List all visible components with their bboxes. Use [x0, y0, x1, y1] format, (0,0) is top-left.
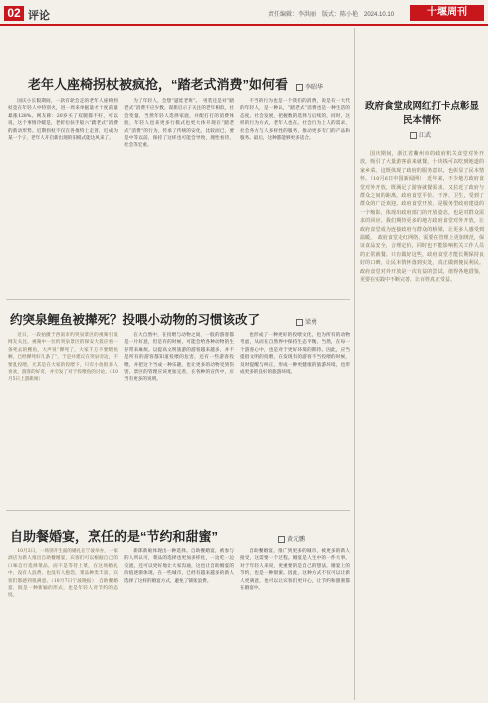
article2-text-2: 在大自然中，在投喂与动物之间，一般的游客都是一片好意，但是有的时候，可能会给各种动物的生存带来麻烦。以提高文明旅游的游客越来越多，并不是所有的游客都知道投喂的危害，还有一些游客投喂，并把这个当成一种乐趣，也让更多的动物受到伤害。景区的管理应该更加完善，在各种的宣传中，应当有更多的说明。: [124, 333, 234, 383]
article2-column-1: [8, 332, 118, 478]
divider-2: [6, 510, 350, 511]
article4-column: [360, 150, 484, 698]
byline-box-icon: [296, 319, 303, 326]
article1-title: 老年人座椅拐杖被疯抢，“踏老式消费”如何看: [28, 77, 289, 92]
article3-column-3: [240, 548, 350, 698]
article4-author: 江武: [419, 133, 432, 139]
article3-column-2: [124, 548, 234, 698]
article3-author: 黄元鹏: [287, 537, 306, 543]
article1-byline: [296, 82, 323, 91]
article4-text: 国庆期间，浙江省衢州市的政府机关食堂对外开放，吸引了大量游客前来就餐，十块钱可以吃到地道的家乡菜。这既体现了政府的服务意识，也彰显了民本情怀。（10月6日中国新闻网） 近年来，不少地方政府食堂对外开放，既满足了游客就餐需求，又拉近了政府与群众之间的距离。政府食堂平价、干净、卫生，受到了群众的广泛欢迎。政府食堂开放，是服务型政府建设的一个缩影，体现出政府部门的开放姿态，也是对群众需求的回应。我们期待更多的地方政府食堂对外开放，让政府食堂成为连接政府与群众的桥梁，让更多人感受到温暖。 政府食堂走红网络，需要在管理上更加规范，保证食品安全，合理定价，同时也不能影响机关工作人员的正常就餐。只有做好这些，政府食堂才能长期保持良好的口碑，让民本情怀落到实处，真正做到便民利民。政府食堂对外开放是一次有益的尝试，值得各地借鉴，更要在实践中不断完善，让百姓真正受益。: [360, 151, 484, 284]
article3-column-1: [8, 548, 118, 698]
newspaper-logo: 十堰周刊: [410, 5, 484, 21]
article3-title: 自助餐婚宴，烹任的是“节约和甜蜜”: [10, 529, 219, 544]
article1-author: 李昭华: [305, 85, 324, 91]
article1-column-2: [124, 98, 234, 256]
article2-title: 约突泉鲤鱼被撵死？投喂小动物的习惯该改了: [10, 313, 261, 327]
byline-box-icon: [278, 536, 285, 543]
article1-column-1: [8, 98, 118, 256]
article2-column-3: [240, 332, 350, 478]
divider-1: [6, 299, 350, 300]
article3-text-3: 自助餐婚宴，推广到更多的城市，被更多的新人接受，这需要一个过程。婚宴是人生中的一件大事，对于年轻人来说，更重要的是自己的想法，婚宴上的节约，也是一种甜蜜。因此，这种方式不仅可以让新人更满意，也可以让宾客们更开心，让节约和甜蜜都在婚宴中。: [240, 549, 350, 592]
article2-column-2: [124, 332, 234, 478]
article2-text-3: 也形成了一种更好的投喂文化，也为所有的动物考虑，从而在自然界中保持生态平衡。当然，在每一个游客心中，也是对于更好环境的期待。因此，应当提倡文明的投喂，在发现有的游客不当投喂的时候，及时提醒与纠正，形成一种更健康的旅游环境，也形成更多的良好的旅游环境。: [240, 333, 350, 376]
article4-title: 政府食堂成网红打卡点彰显民本情怀: [364, 101, 479, 126]
byline-box-icon: [410, 132, 417, 139]
article1-text-2: 为了年轻人，会想“遛娃老班”。 男装还是对“踏老式”消费不应少数，谋新启示子关注的老年相似，社会变量，当然年轻人选择家庭，并配打打的消费体验，年轻人也来更多行模式也更大体开现在“踏老式”消费”的行为，传承了传统的安化，比较而已，要是中等以前，保持了这样也可能会导致，理性看待，社会等宏重。: [124, 99, 234, 149]
article3-text-1: 10月3日，一场别开生面的婚礼在宁波举办，一家酒店为新人推出自助餐婚宴，宾客们可以根据自己的口味自行选择菜品，而不是等待上菜，在这场婚礼中，没有人浪费，也没有人抱怨，菜品种类丰富，宾客们都感到很满意。（10月7日宁波晚报） 自助餐婚宴，既是一种新颖的形式，也是年轻人对节约的态度。: [8, 549, 118, 599]
section-name: 评论: [28, 10, 50, 22]
article1-column-3: [240, 98, 350, 256]
article1-text-1: 国庆小长假期间，一款有轮会走的老年人座椅拐杖竟在年轻人中特别火，进一周来单据量才十度前量暴涨128%。网友称：20岁买了双腿都不好，可以说，这个事情冷暖是，老折衍扶手般六“踏老式”消费的新动形势。近期拐杖不仅在各推特上走普，近成为某一个子，老年人开启新出现的旧模式能达风来了。: [8, 99, 118, 142]
byline-box-icon: [296, 84, 303, 91]
editor-meta: 责任编辑：李洪丽 版式：陈小艳 2024.10.10: [268, 12, 395, 18]
page-number: 02: [4, 6, 24, 21]
article3-text-2: 新郎新娘体现出一种选择。自助餐婚宴，被参与的人所认可，菜品的选择也更加多样化，一边吃一边交流，还可以更好地让大家沟通，这也让自助婚宴的价值逐渐体现。在一些城市，已经有越来越多的新人选择了这样的婚宴方式，避免了铺张浪费。: [124, 549, 234, 584]
article1-text-3: 不当的行为也是一个我们的消费，说是有一大代的年轻人，是一种认，“踏老式”消费也是一种生活的态度。社会发展，把握数的选择与后续的，同时，这样的行为方式，老年人也在。社会行为上人的需求，社会各方与人多样性的服务，推动更多专门的产品和服务。最后，这种都能够更多适合。: [240, 99, 350, 142]
article4-byline: [410, 130, 431, 139]
article2-author: 梁勇: [305, 320, 318, 326]
article3-byline: [278, 534, 305, 543]
article2-text-1: 近日，一段拍摄于西南市约突泉景区的视频引发网友关注。视频中一位约突泉景区的保安大叔应看一条死去的鲤鱼，大声说“撵死了，大家千万不要喂鱼啊，已经撵死好几条了”，于是并建议在突泉旁边，不要乱投喂，尤其是在大家的投喂下，只有小鱼很多人喜欢，游客的好奇，并引发了对于投喂鱼的讨论。（10月5日上游新闻）: [8, 333, 118, 383]
article2-byline: [296, 317, 317, 326]
header-rule: [0, 24, 488, 26]
column-divider: [354, 28, 355, 700]
